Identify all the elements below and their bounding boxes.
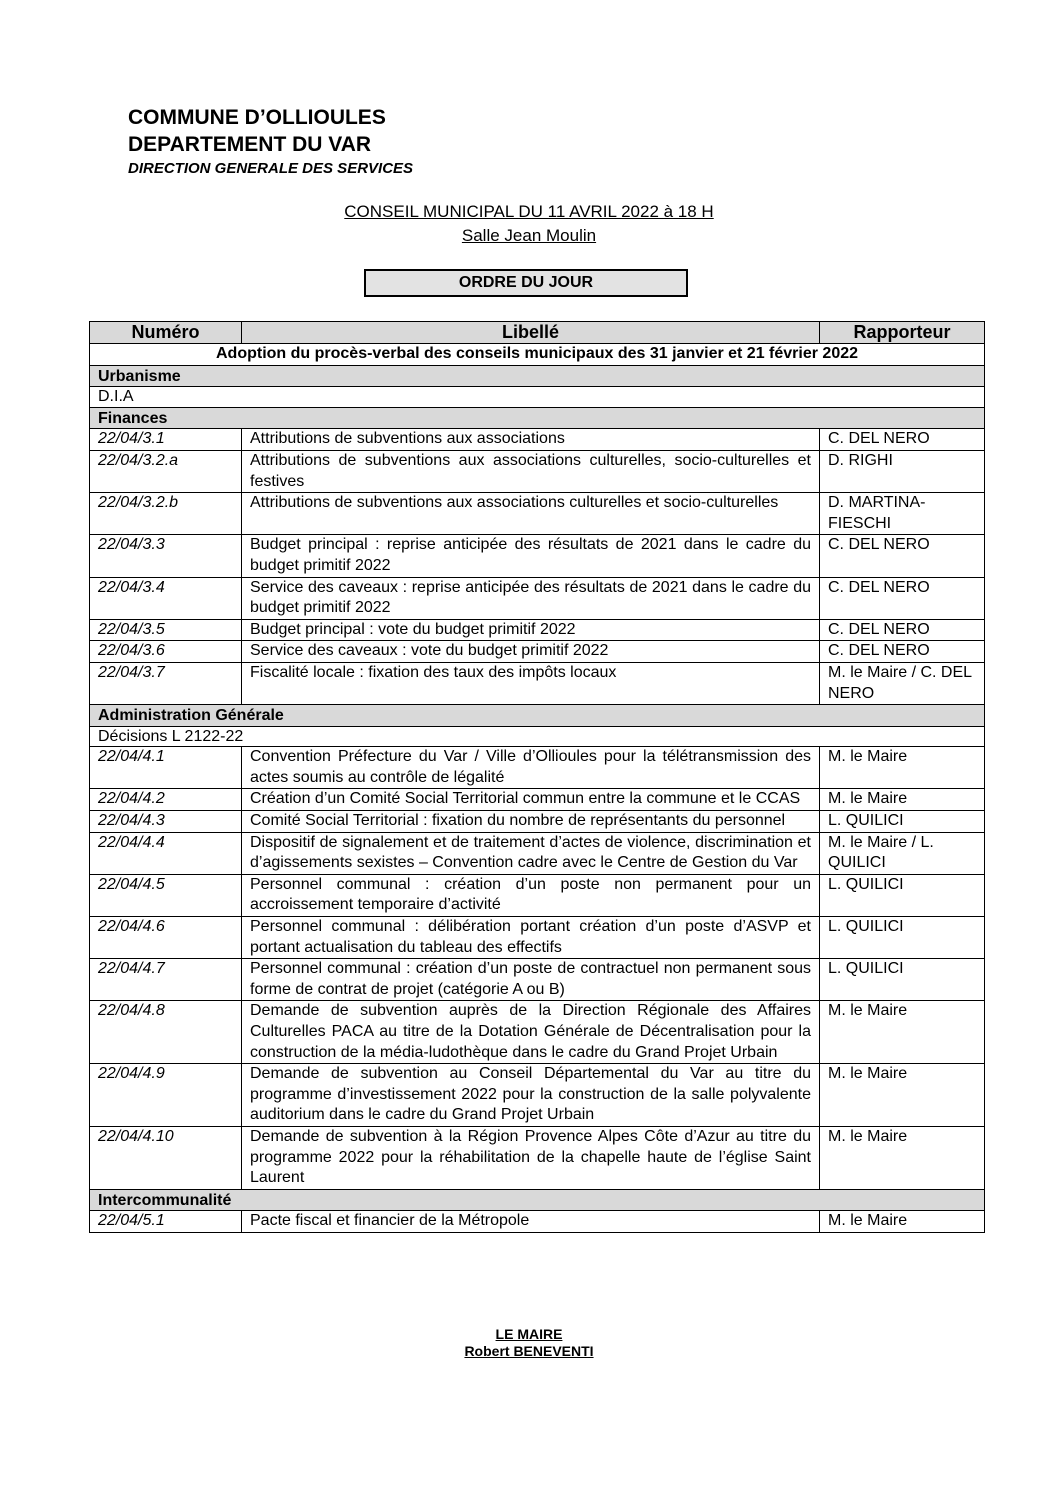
header-libelle: Libellé [242, 322, 820, 344]
agenda-rapporteur: C. DEL NERO [820, 429, 985, 451]
table-row [90, 1211, 985, 1233]
table-row [90, 641, 985, 663]
agenda-rapporteur: C. DEL NERO [820, 641, 985, 663]
agenda-rapporteur: L. QUILICI [820, 874, 985, 916]
document-header [128, 104, 413, 179]
direction-title: DIRECTION GENERALE DES SERVICES [128, 160, 414, 177]
dia-row [90, 387, 985, 408]
agenda-number: 22/04/4.2 [90, 789, 242, 811]
agenda-number: 22/04/4.1 [90, 747, 242, 789]
agenda-number: 22/04/3.2.a [90, 450, 242, 492]
adoption-text: Adoption du procès-verbal des conseils municipaux des 31 janvier et 21 février 2022 [90, 344, 985, 366]
signature-block [0, 1326, 1058, 1360]
commune-title: COMMUNE D’OLLIOULES [128, 106, 386, 129]
agenda-label: Budget principal : reprise anticipée des résultats de 2021 dans le cadre du budget primitif 2022 [242, 535, 820, 577]
agenda-label: Demande de subvention auprès de la Direction Régionale des Affaires Culturelles PACA au titre de la Dotation Générale de Décentralisation pour la construction de la média-ludothèque dans le cadre du Grand Projet Urbain [242, 1001, 820, 1064]
table-row [90, 874, 985, 916]
decisions-text: Décisions L 2122-22 [90, 726, 985, 747]
agenda-rapporteur: D. RIGHI [820, 450, 985, 492]
table-row [90, 662, 985, 704]
agenda-number: 22/04/4.6 [90, 917, 242, 959]
council-title: CONSEIL MUNICIPAL DU 11 AVRIL 2022 à 18 H [344, 202, 714, 221]
agenda-rapporteur: C. DEL NERO [820, 535, 985, 577]
agenda-number: 22/04/4.10 [90, 1126, 242, 1189]
agenda-label: Personnel communal : création d’un poste non permanent pour un accroissement temporaire d’activité [242, 874, 820, 916]
agenda-rapporteur: M. le Maire [820, 1001, 985, 1064]
agenda-label: Personnel communal : création d’un poste de contractuel non permanent sous forme de contrat de projet (catégorie A ou B) [242, 959, 820, 1001]
agenda-label: Attributions de subventions aux associations culturelles, socio-culturelles et festives [242, 450, 820, 492]
agenda-number: 22/04/3.6 [90, 641, 242, 663]
agenda-label: Comité Social Territorial : fixation du nombre de représentants du personnel [242, 811, 820, 833]
section-title: Urbanisme [90, 365, 985, 387]
table-row [90, 535, 985, 577]
table-row [90, 1064, 985, 1127]
agenda-rapporteur: M. le Maire [820, 747, 985, 789]
agenda-rapporteur: M. le Maire [820, 1211, 985, 1233]
agenda-rapporteur: M. le Maire / C. DEL NERO [820, 662, 985, 704]
agenda-number: 22/04/4.9 [90, 1064, 242, 1127]
table-row [90, 1001, 985, 1064]
agenda-rapporteur: M. le Maire [820, 1064, 985, 1127]
section-administration [90, 705, 985, 727]
agenda-rapporteur: L. QUILICI [820, 811, 985, 833]
agenda-rapporteur: C. DEL NERO [820, 577, 985, 619]
section-urbanisme [90, 365, 985, 387]
decisions-row [90, 726, 985, 747]
section-title: Administration Générale [90, 705, 985, 727]
agenda-number: 22/04/4.5 [90, 874, 242, 916]
signature-role: LE MAIRE [495, 1326, 563, 1342]
agenda-label: Attributions de subventions aux associations culturelles et socio-culturelles [242, 493, 820, 535]
agenda-number: 22/04/3.5 [90, 619, 242, 641]
agenda-rapporteur: M. le Maire [820, 789, 985, 811]
agenda-label: Dispositif de signalement et de traitement d’actes de violence, discrimination et d’agissements sexistes – Convention cadre avec le Centre de Gestion du Var [242, 832, 820, 874]
agenda-label: Attributions de subventions aux associations [242, 429, 820, 451]
agenda-label: Demande de subvention à la Région Provence Alpes Côte d’Azur au titre du programme 2022 pour la réhabilitation de la chapelle haute de l’église Saint Laurent [242, 1126, 820, 1189]
agenda-number: 22/04/3.1 [90, 429, 242, 451]
adoption-row [90, 344, 985, 366]
agenda-rapporteur: M. le Maire / L. QUILICI [820, 832, 985, 874]
section-intercommunalite [90, 1189, 985, 1211]
agenda-number: 22/04/4.3 [90, 811, 242, 833]
section-finances [90, 407, 985, 429]
agenda-label: Demande de subvention au Conseil Départemental du Var au titre du programme d’investissement 2022 pour la construction de la salle polyvalente auditorium dans le cadre du Grand Projet Urbain [242, 1064, 820, 1127]
table-row [90, 832, 985, 874]
agenda-number: 22/04/4.8 [90, 1001, 242, 1064]
table-row [90, 959, 985, 1001]
departement-title: DEPARTEMENT DU VAR [128, 133, 372, 156]
agenda-label: Budget principal : vote du budget primitif 2022 [242, 619, 820, 641]
section-title: Intercommunalité [90, 1189, 985, 1211]
agenda-label: Pacte fiscal et financier de la Métropole [242, 1211, 820, 1233]
agenda-rapporteur: C. DEL NERO [820, 619, 985, 641]
agenda-label: Fiscalité locale : fixation des taux des impôts locaux [242, 662, 820, 704]
agenda-rapporteur: L. QUILICI [820, 959, 985, 1001]
table-row [90, 619, 985, 641]
table-row [90, 429, 985, 451]
agenda-label: Service des caveaux : reprise anticipée des résultats de 2021 dans le cadre du budget primitif 2022 [242, 577, 820, 619]
table-row [90, 789, 985, 811]
agenda-number: 22/04/3.2.b [90, 493, 242, 535]
header-numero: Numéro [90, 322, 242, 344]
table-row [90, 493, 985, 535]
dia-text: D.I.A [90, 387, 985, 408]
header-rapporteur: Rapporteur [820, 322, 985, 344]
council-room: Salle Jean Moulin [461, 226, 597, 245]
agenda-rapporteur: D. MARTINA-FIESCHI [820, 493, 985, 535]
agenda-number: 22/04/3.3 [90, 535, 242, 577]
table-row [90, 917, 985, 959]
agenda-number: 22/04/4.7 [90, 959, 242, 1001]
agenda-number: 22/04/3.7 [90, 662, 242, 704]
agenda-number: 22/04/3.4 [90, 577, 242, 619]
table-row [90, 577, 985, 619]
table-row [90, 747, 985, 789]
table-row [90, 811, 985, 833]
agenda-rapporteur: L. QUILICI [820, 917, 985, 959]
agenda-rapporteur: M. le Maire [820, 1126, 985, 1189]
table-header-row [90, 322, 985, 344]
agenda-label: Personnel communal : délibération portant création d’un poste d’ASVP et portant actualisation du tableau des effectifs [242, 917, 820, 959]
council-heading [0, 200, 1058, 248]
table-row [90, 1126, 985, 1189]
agenda-table [89, 321, 985, 1233]
signature-name: Robert BENEVENTI [464, 1343, 594, 1359]
ordre-du-jour-box: ORDRE DU JOUR [364, 269, 688, 297]
agenda-number: 22/04/4.4 [90, 832, 242, 874]
table-row [90, 450, 985, 492]
section-title: Finances [90, 407, 985, 429]
agenda-label: Service des caveaux : vote du budget primitif 2022 [242, 641, 820, 663]
agenda-label: Création d’un Comité Social Territorial commun entre la commune et le CCAS [242, 789, 820, 811]
agenda-label: Convention Préfecture du Var / Ville d’Ollioules pour la télétransmission des actes soumis au contrôle de légalité [242, 747, 820, 789]
agenda-number: 22/04/5.1 [90, 1211, 242, 1233]
